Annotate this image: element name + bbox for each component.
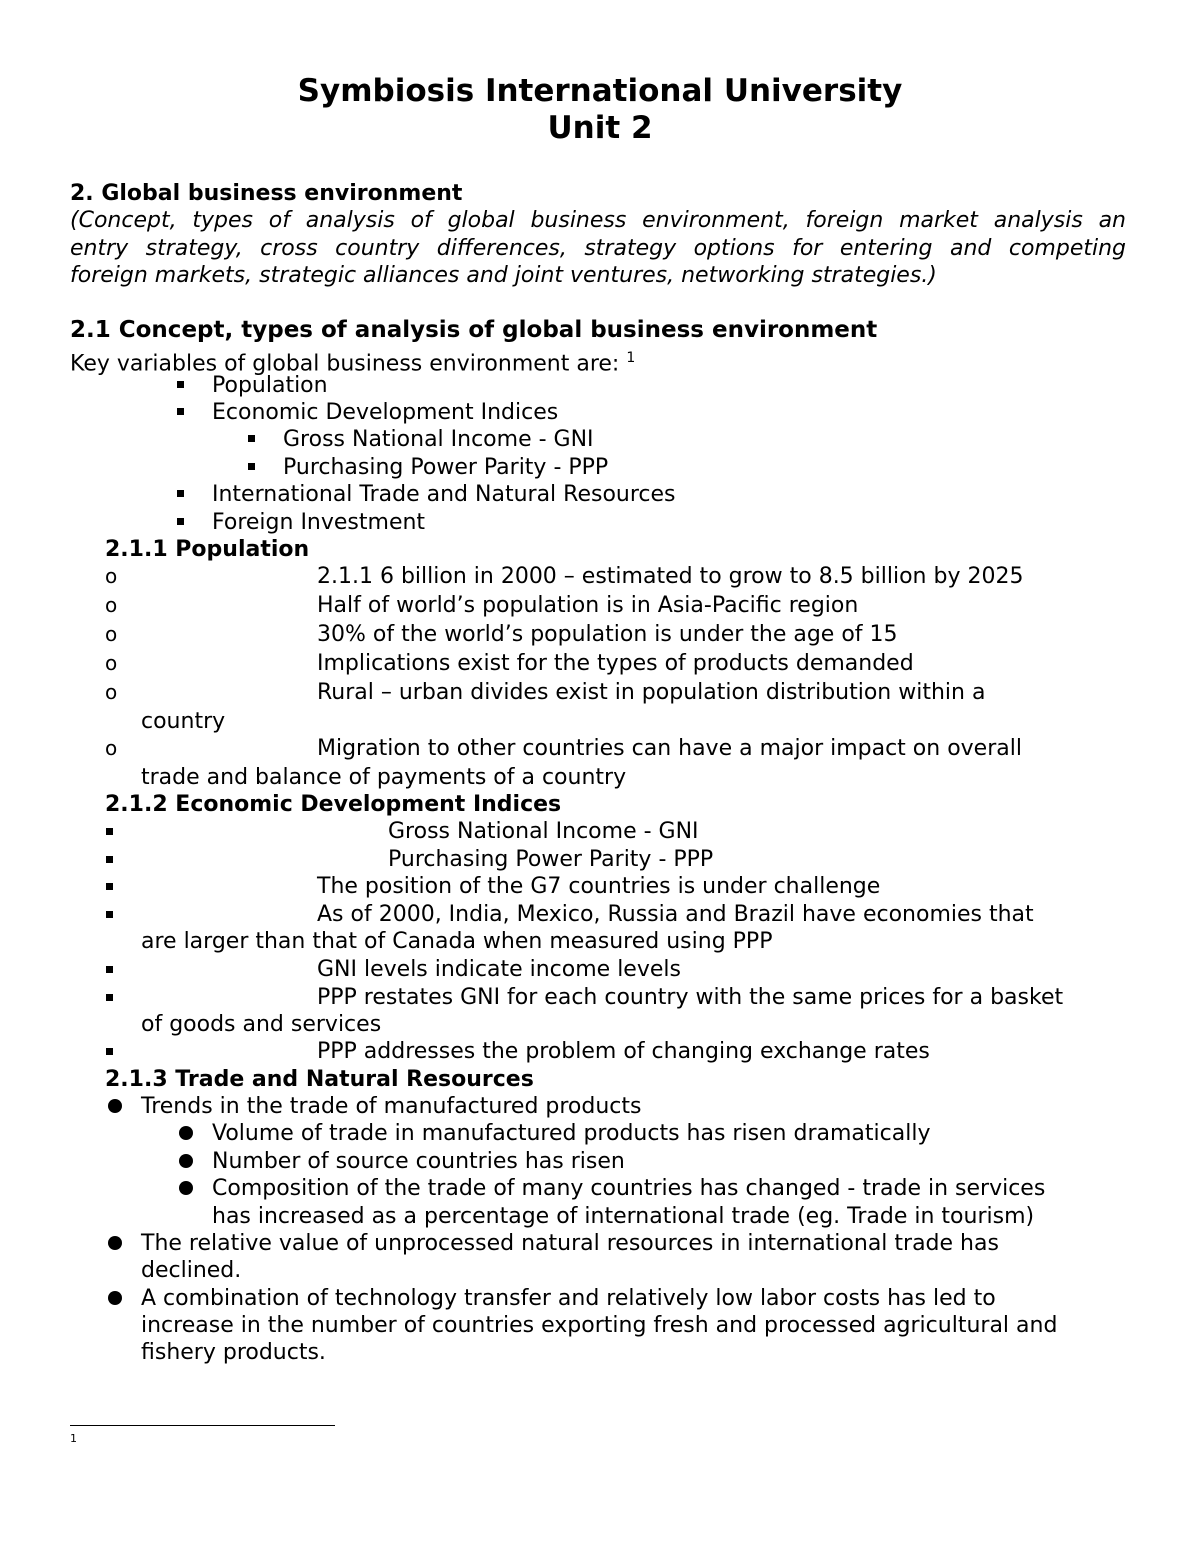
circle-bullet-icon: o [105,736,118,760]
square-bullet-icon [106,1048,113,1055]
trade-item-continued: fishery products. [141,1340,326,1365]
circle-bullet-icon: o [105,593,118,617]
section-2-intro-line: foreign markets, strategic alliances and joint ventures, networking strategies.) [70,263,937,288]
unit-title: Unit 2 [547,110,653,146]
university-title: Symbiosis International University [297,73,903,109]
section-2-1-2-heading: 2.1.2 Economic Development Indices [105,792,562,817]
key-variables-text: Key variables of global business environment are: [70,351,627,377]
circle-bullet-icon: o [105,564,118,588]
footnote-number: 1 [70,1432,77,1445]
economic-item: Gross National Income - GNI [388,819,699,844]
square-bullet-icon [177,408,184,415]
square-bullet-icon [177,490,184,497]
population-item: Half of world’s population is in Asia-Pacific region [317,593,859,618]
economic-item: GNI levels indicate income levels [317,957,681,982]
population-item: Implications exist for the types of products demanded [317,651,914,676]
economic-item-continued: of goods and services [141,1012,382,1037]
round-bullet-icon [179,1181,193,1195]
round-bullet-icon [108,1291,122,1305]
circle-bullet-icon: o [105,651,118,675]
population-item: 30% of the world’s population is under the age of 15 [317,622,898,647]
round-bullet-icon [179,1126,193,1140]
population-item: Migration to other countries can have a major impact on overall [317,736,1022,761]
trade-sub-item: Volume of trade in manufactured products has risen dramatically [212,1121,931,1146]
circle-bullet-icon: o [105,622,118,646]
variable-item: Foreign Investment [212,510,426,535]
square-bullet-icon [248,463,255,470]
square-bullet-icon [106,966,113,973]
population-item-continued: trade and balance of payments of a country [141,765,627,790]
footnote-ref: 1 [626,350,636,366]
trade-item-continued: declined. [141,1258,242,1283]
variable-item: Population [212,373,328,398]
trade-sub-item-continued: has increased as a percentage of international trade (eg. Trade in tourism) [212,1204,1035,1229]
square-bullet-icon [177,381,184,388]
economic-item: PPP restates GNI for each country with the same prices for a basket [317,985,1064,1010]
square-bullet-icon [106,994,113,1001]
key-variables-lead [70,345,635,377]
section-2-1-3-heading: 2.1.3 Trade and Natural Resources [105,1067,534,1092]
sub-variable-item: Purchasing Power Parity - PPP [283,455,609,480]
square-bullet-icon [106,883,113,890]
trade-sub-item: Number of source countries has risen [212,1149,625,1174]
trade-sub-item: Composition of the trade of many countries has changed - trade in services [212,1176,1046,1201]
variable-item: International Trade and Natural Resources [212,482,676,507]
square-bullet-icon [177,518,184,525]
round-bullet-icon [108,1236,122,1250]
footnote-separator [70,1425,335,1426]
trade-item-continued: increase in the number of countries exporting fresh and processed agricultural and [141,1313,1058,1338]
square-bullet-icon [106,828,113,835]
section-2-heading: 2. Global business environment [70,181,463,206]
sub-variable-item: Gross National Income - GNI [283,427,594,452]
section-2-intro-line: (Concept, types of analysis of global business environment, foreign market analysis an [70,208,1126,233]
variable-item: Economic Development Indices [212,400,559,425]
population-item: 2.1.1 6 billion in 2000 – estimated to grow to 8.5 billion by 2025 [317,564,1024,589]
circle-bullet-icon: o [105,680,118,704]
population-item: Rural – urban divides exist in population distribution within a [317,680,986,705]
economic-item: PPP addresses the problem of changing exchange rates [317,1039,930,1064]
trade-item: A combination of technology transfer and relatively low labor costs has led to [141,1286,996,1311]
section-2-intro-line: entry strategy, cross country differences, strategy options for entering and competing [70,236,1126,261]
economic-item-continued: are larger than that of Canada when measured using PPP [141,929,773,954]
square-bullet-icon [106,911,113,918]
section-2-1-1-heading: 2.1.1 Population [105,537,310,562]
population-item-continued: country [141,709,226,734]
trade-item: The relative value of unprocessed natural resources in international trade has [141,1231,999,1256]
trade-item: Trends in the trade of manufactured products [141,1094,642,1119]
round-bullet-icon [179,1154,193,1168]
economic-item: Purchasing Power Parity - PPP [388,847,714,872]
economic-item: The position of the G7 countries is under challenge [317,874,881,899]
section-2-1-heading: 2.1 Concept, types of analysis of global business environment [70,317,878,343]
economic-item: As of 2000, India, Mexico, Russia and Brazil have economies that [317,902,1034,927]
round-bullet-icon [108,1099,122,1113]
square-bullet-icon [248,435,255,442]
square-bullet-icon [106,856,113,863]
